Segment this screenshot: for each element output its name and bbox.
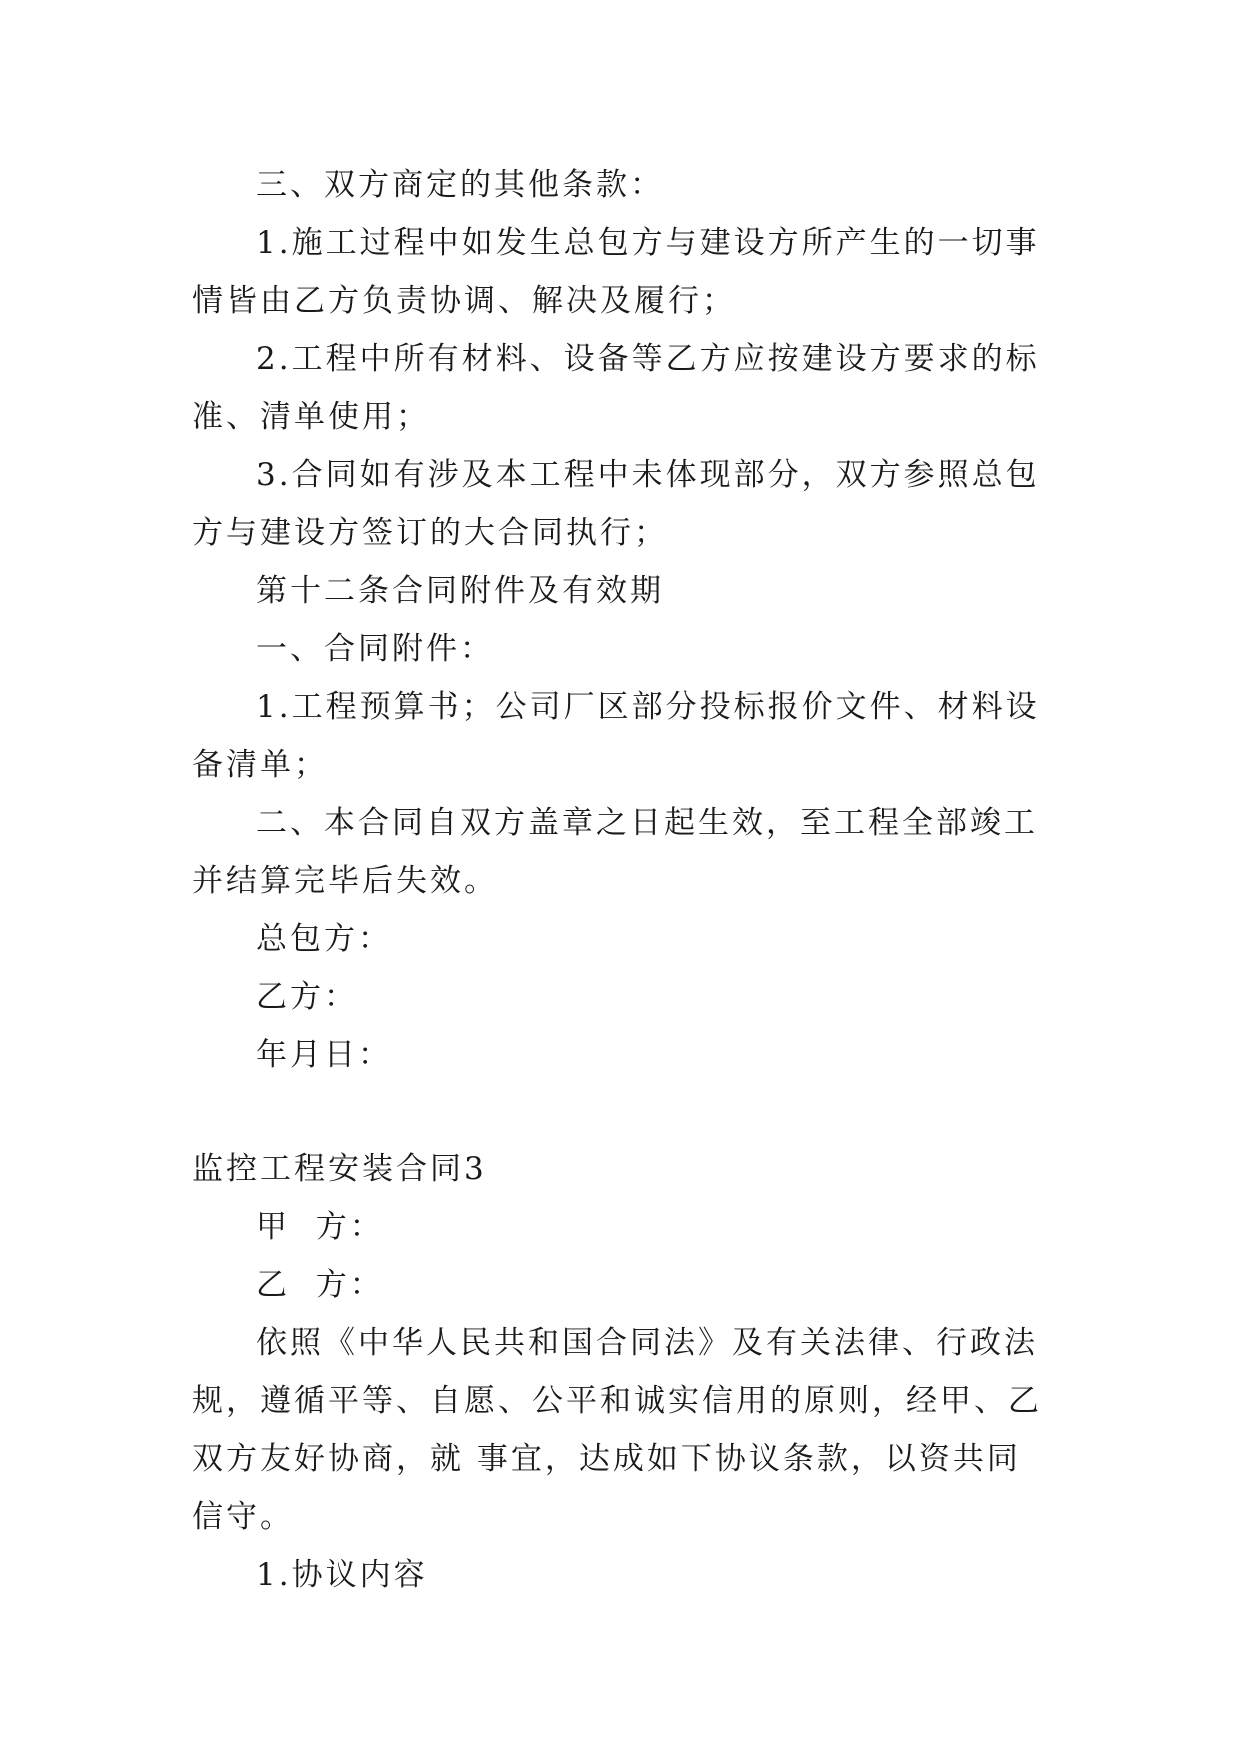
term-1: 1.施工过程中如发生总包方与建设方所产生的一切事情皆由乙方负责协调、解决及履行；: [192, 225, 1040, 319]
term-2: 2.工程中所有材料、设备等乙方应按建设方要求的标准、清单使用；: [192, 341, 1040, 435]
contract-title: 监控工程安装合同3: [192, 1151, 487, 1187]
general-contractor-label: 总包方：: [256, 921, 392, 957]
date-label: 年月日：: [256, 1037, 392, 1073]
attachment-1: 1.工程预算书；公司厂区部分投标报价文件、材料设备清单；: [192, 689, 1040, 783]
party-b-signature-label: 乙方：: [256, 979, 358, 1015]
validity-clause: 二、本合同自双方盖章之日起生效，至工程全部竣工并结算完毕后失效。: [192, 805, 1038, 899]
party-a-label: 甲 方：: [256, 1209, 384, 1245]
clause-1-heading: 1.协议内容: [256, 1557, 428, 1593]
party-b-label: 乙 方：: [256, 1267, 384, 1303]
document-body: [192, 156, 1054, 1604]
article-12-title: 第十二条合同附件及有效期: [256, 573, 664, 609]
attachments-heading: 一、合同附件：: [256, 631, 494, 667]
term-3: 3.合同如有涉及本工程中未体现部分，双方参照总包方与建设方签订的大合同执行；: [192, 457, 1040, 551]
other-terms-heading: 三、双方商定的其他条款：: [256, 167, 664, 203]
preamble-paragraph: 依照《中华人民共和国合同法》及有关法律、行政法规，遵循平等、自愿、公平和诚实信用的原则，经甲、乙双方友好协商，就 事宜，达成如下协议条款，以资共同信守。: [192, 1325, 1042, 1535]
